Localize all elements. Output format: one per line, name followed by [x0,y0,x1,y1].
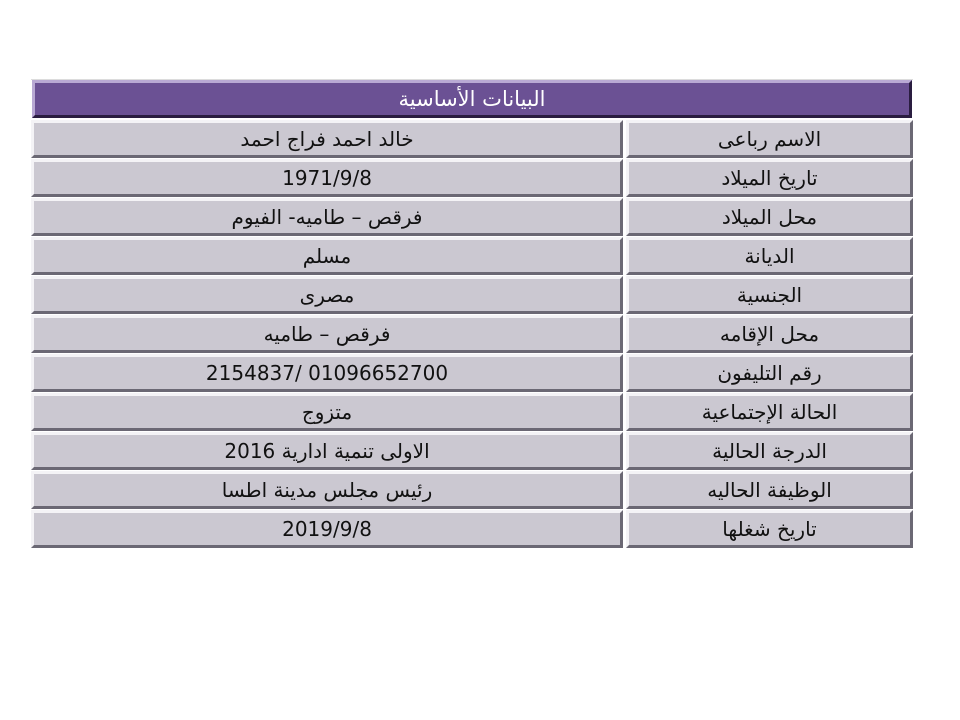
field-label: الوظيفة الحاليه [626,471,913,509]
table-row [31,315,913,353]
field-value: 2019/9/8 [31,510,623,548]
table-row [31,159,913,197]
field-label: الحالة الإجتماعية [626,393,913,431]
field-label: تاريخ الميلاد [626,159,913,197]
field-value: رئيس مجلس مدينة اطسا [31,471,623,509]
field-value: خالد احمد فراج احمد [31,120,623,158]
table-row [31,510,913,548]
basic-info-table [31,79,913,548]
field-value: متزوج [31,393,623,431]
field-value: الاولى تنمية ادارية 2016 [31,432,623,470]
field-value: فرقص – طاميه- الفيوم [31,198,623,236]
table-rows [31,120,913,548]
field-value: فرقص – طاميه [31,315,623,353]
table-row [31,120,913,158]
field-label: محل الإقامه [626,315,913,353]
field-label: محل الميلاد [626,198,913,236]
field-label: الجنسية [626,276,913,314]
table-row [31,276,913,314]
field-value: مصرى [31,276,623,314]
field-label: الاسم رباعى [626,120,913,158]
table-title: البيانات الأساسية [32,80,912,118]
field-value: 1971/9/8 [31,159,623,197]
table-row [31,471,913,509]
table-row [31,354,913,392]
table-row [31,432,913,470]
field-label: تاريخ شغلها [626,510,913,548]
table-row [31,198,913,236]
field-value: مسلم [31,237,623,275]
field-label: الديانة [626,237,913,275]
field-label: رقم التليفون [626,354,913,392]
field-label: الدرجة الحالية [626,432,913,470]
field-value: 01096652700 /2154837 [31,354,623,392]
table-row [31,393,913,431]
table-row [31,237,913,275]
